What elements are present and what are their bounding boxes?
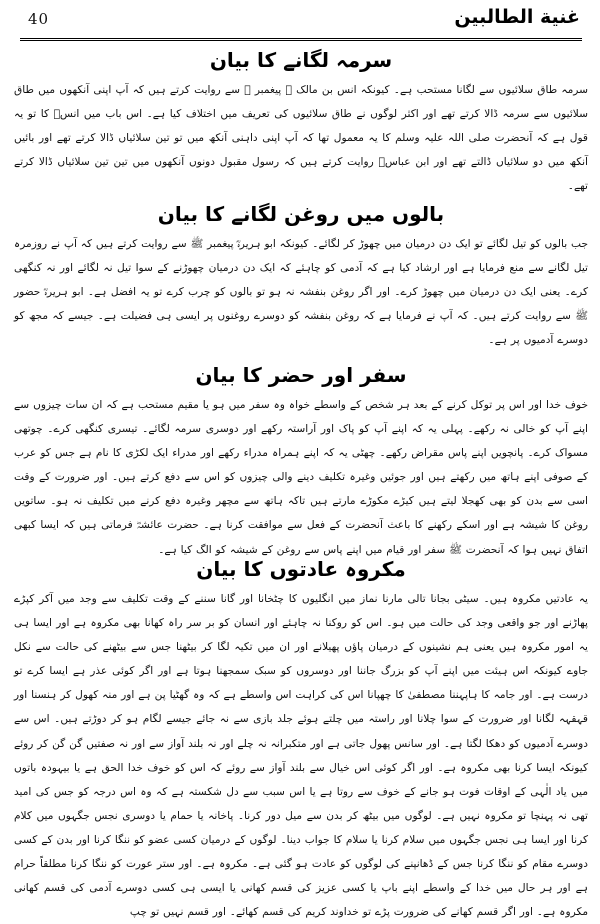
section-heading: مکروہ عادتوں کا بیان <box>196 557 406 581</box>
section-body: یہ عادتیں مکروہ ہیں۔ سیٹی بجانا تالی مارنا نماز میں انگلیوں کا چٹخانا اور گانا سننے کے وقت تکلیف سے وجد میں آکر کپڑے پھاڑنے اور جو واقعی وجد کی حالت میں ہو۔ اس کو روکنا نہ چاہئے اور انسان کو بر سر راہ کھانا بھی مکروہ ہے اور ایسا ہی یہ امور مکروہ ہیں یعنی ہم نشینوں کے درمیان پاؤں پھیلانے اور ان میں تکیہ لگا کر بیٹھنا جس سے بیٹھنے کی حالت سے نکل جاوے کیونکہ اس ہیئت میں اپنے آپ کو بزرگ جاننا اور دوسروں کو سبک سمجھنا ہوتا ہے اور اگر کوئی عذر ہے ایسا کرے تو درست ہے۔ اور جامہ کا ہاپہننا مصطفیٰ کا چھپانا اس کی کراہت اس واسطے ہے کہ وہ گھٹیا پن ہے اور منہ کھول کر ہنسنا اور قہقہہ لگانا اور ضرورت کے سوا چلانا اور راستہ میں چلتے ہوئے جلد بازی سے نہ جائے جیسے لگام ہو کر دوڑتے ہیں۔ اس سے دوسرے آدمیوں کو دھکا لگتا ہے۔ اور سانس پھول جاتی ہے اور متکبرانہ نہ چلے اور نہ بلند آواز سے اور نہ صفتیں گن گن کر روئے کیونکہ ایسا کرنا بھی مکروہ ہے۔ اور اگر کوئی اس خیال سے بلند آواز سے روئے کہ اس کو خوف خدا الحق ہے یا بیہودہ باتوں میں یاد الٰہی کے اوقات فوت ہو جانے کے خوف سے روتا ہے یا اس سبب سے دل شکستہ ہے کہ وہ اس درجہ کو جس کی امید تھی نہ پہنچا تو مکروہ نہیں ہے۔ لوگوں میں بیٹھ کر بدن سے میل دور کرنا۔ پاخانہ یا حمام یا دوسری نجس جگہوں میں کلام کرنا اور ایسا ہی نجس جگہوں میں سلام کرنا یا سلام کا جواب دینا۔ لوگوں کے درمیان کسی عضو کو ننگا کرنا اور بدن کے کسی دوسرے مقام کو ننگا کرنا جس کے ڈھانپنے کی لوگوں کو عادت ہو گئی ہے۔ مکروہ ہے۔ اور ستر عورت کو ننگا کرنا مطلقاً حرام ہے اور ہر حال میں خدا کے واسطے اپنے باپ یا کسی عزیز کی قسم کھانی یا ایسی ہی کسی دوسرے آدمی کی قسم کھانی مکروہ ہے۔ اور اگر قسم کھانے کی ضرورت پڑے تو خداوند کریم کی قسم کھائے۔ اور قسم نہیں تو چپ <box>14 593 588 919</box>
section-hair-oil <box>14 196 588 357</box>
book-title: غنية الطالبين <box>454 6 580 28</box>
section-travel-and-residence <box>14 357 588 556</box>
section-heading: بالوں میں روغن لگانے کا بیان <box>157 202 445 226</box>
page-number: 40 <box>28 10 50 28</box>
section-heading: سرمہ لگانے کا بیان <box>209 48 393 72</box>
section-heading: سفر اور حضر کا بیان <box>195 363 407 387</box>
header-divider <box>20 38 582 41</box>
section-body: سرمہ طاق سلائیوں سے لگانا مستحب ہے۔ کیونکہ انس بن مالک ؓ پیغمبر ﷺ سے روایت کرتے ہیں کہ آپ اپنی آنکھوں میں طاق سلائیوں سے سرمہ ڈالا کرتے تھے اور اکثر لوگوں نے طاق سلائیوں کی تعریف میں اختلاف کیا ہے۔ اس باب میں انسؓ کا تو یہ قول ہے کہ آنحضرت صلی اللہ علیہ وسلم کا یہ معمول تھا کہ آپ اپنی داہنی آنکھ میں تو تین سلائیاں ڈالا کرتے تھے اور بائیں آنکھ میں دو سلائیاں ڈالتے تھے اور ابن عباسؓ روایت کرتے ہیں کہ رسول مقبول دونوں آنکھوں میں تین تین سلائیاں ڈالا کرتے تھے۔ <box>14 84 588 193</box>
page-header <box>14 6 586 36</box>
section-disliked-habits <box>14 551 588 919</box>
section-applying-surma <box>14 42 588 196</box>
section-body: جب بالوں کو تیل لگائے تو ایک دن درمیان میں چھوڑ کر لگائے۔ کیونکہ ابو ہریرہؓ پیغمبر ﷺ سے روایت کرتے ہیں کہ آپ نے روزمرہ تیل لگانے سے منع فرمایا ہے اور ارشاد کیا ہے کہ آدمی کو چاہئے کہ ایک دن درمیان چھوڑنے کے سوا تیل نہ لگائے اور نہ کنگھی کرے۔ یعنی ایک دن درمیان میں چھوڑ کرے۔ اور اگر روغن بنفشہ نہ ہو تو بالوں کو چرب کرے تو یہ افضل ہے۔ ابو ہریرہؓ حضور ﷺ سے روایت کرتے ہیں۔ کہ آپ نے فرمایا ہے کہ روغن بنفشہ کو دوسرے روغنوں پر ایسی ہی فضیلت ہے۔ جیسے کہ مجھ کو دوسرے آدمیوں پر ہے۔ <box>14 238 588 347</box>
section-body: خوف خدا اور اس پر توکل کرنے کے بعد ہر شخص کے واسطے خواہ وہ سفر میں ہو یا مقیم مستحب ہے کہ ان سات چیزوں سے اپنے آپ کو خالی نہ رکھے۔ پہلی یہ کہ اپنے آپ کو پاک اور آراستہ رکھے اور دوسری سرمہ لگائے۔ تیسری کنگھی کرے۔ چوتھی مسواک کرے۔ پانچویں اپنے پاس مقراض رکھے۔ چھٹی یہ کہ اپنے ہمراہ مدراء رکھے اور مدراء ایک لکڑی کا نام ہے جس کو عرب کے صوفی اپنے ہاتھ میں رکھتے ہیں اور جوئیں وغیرہ تکلیف دینے والی چیزوں کو اس سے دفع کرتے ہیں۔ اور ضرورت کے وقت اسی سے بدن کو بھی کھجلا لیتے ہیں کیڑے مکوڑے مارتے ہیں تاکہ ہاتھ سے مچھر وغیرہ دفع کرنے میں تکلیف نہ ہو۔ ساتویں روغن کا شیشہ ہے اور اسکے رکھنے کا باعث آنحضرت کے فعل سے موافقت کرنا ہے۔ حضرت عائشہؓ فرماتی ہیں کہ ایسا کبھی اتفاق نہیں ہوا کہ آنحضرت ﷺ سفر اور قیام میں اپنے پاس سے روغن کے شیشہ کو الگ کیا ہے۔ <box>14 399 588 556</box>
page-content <box>14 42 588 919</box>
